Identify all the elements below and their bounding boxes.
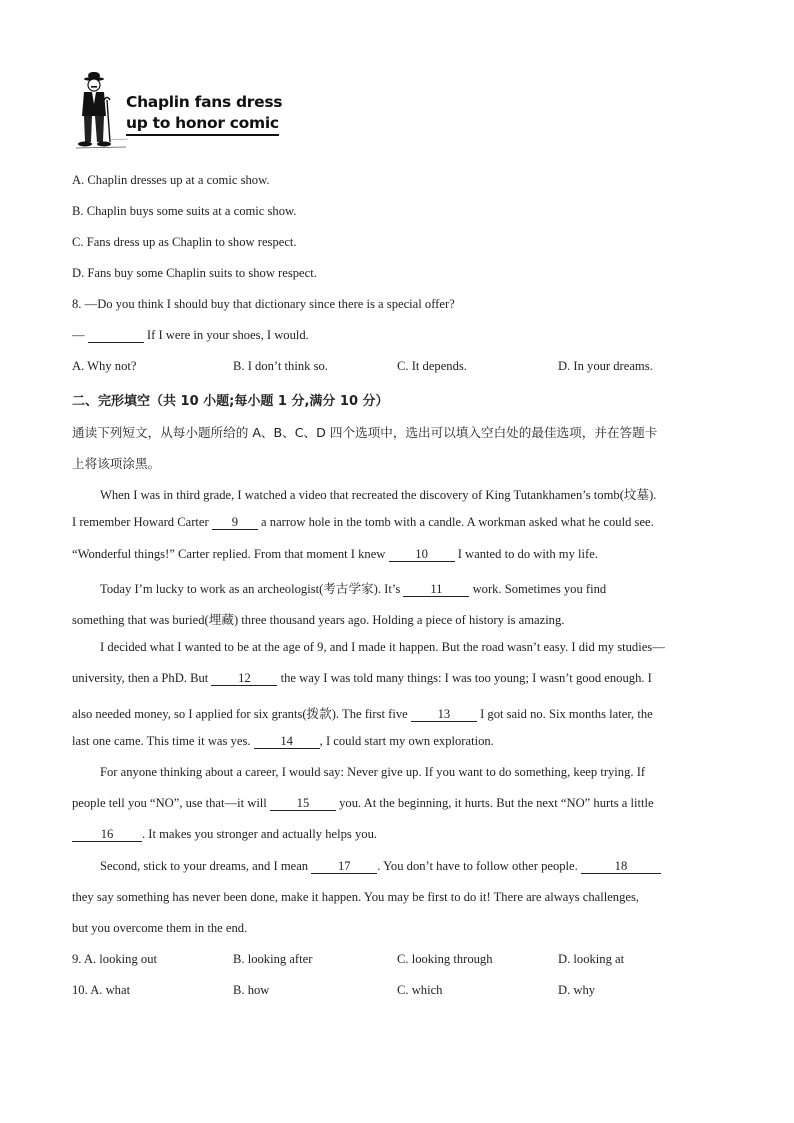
headline-text [126,92,282,136]
passage-line: they say something has never been done, make it happen. You may be first to do it! There are always challenges, [72,890,640,904]
passage-line: people tell you “NO”, use that—it will 15 you. At the beginning, it hurts. But the next “NO” hurts a little [72,796,654,810]
chaplin-headline-picture [74,70,314,156]
q10-option-b: B. how [233,983,270,997]
headline-line-2: up to honor comic [126,113,279,136]
blank-13[interactable]: 13 [411,708,477,722]
blank-14[interactable]: 14 [254,735,320,749]
passage-line: Today I’m lucky to work as an archeologist(考古学家). It’s 11 work. Sometimes you find [100,582,607,596]
blank-10[interactable]: 10 [389,548,455,562]
blank-17[interactable]: 17 [311,860,377,874]
q8-question: 8. —Do you think I should buy that dictionary since there is a special offer? [72,297,455,311]
headline-line-1: Chaplin fans dress [126,93,283,111]
q8-reply-text: If I were in your shoes, I would. [146,328,309,342]
q7-option-d: D. Fans buy some Chaplin suits to show respect. [72,266,317,280]
passage-line: but you overcome them in the end. [72,921,248,935]
q8-option-a: A. Why not? [72,359,137,373]
passage-line: university, then a PhD. But 12 the way I was told many things: I was too young; I wasn’t good enough. I [72,671,652,685]
passage-line: something that was buried(埋藏) three thousand years ago. Holding a piece of history is amazing. [72,613,565,627]
passage-line: For anyone thinking about a career, I would say: Never give up. If you want to do something, keep trying. If [100,765,646,779]
chaplin-figure-icon [74,70,128,154]
q9-option-c: C. looking through [397,952,493,966]
passage-line: I decided what I wanted to be at the age of 9, and I made it happen. But the road wasn’t easy. I did my studies— [100,640,665,654]
blank-15[interactable]: 15 [270,797,336,811]
q8-answer-blank[interactable] [88,329,144,343]
q8-reply-dash: — [72,328,85,342]
passage-line: “Wonderful things!” Carter replied. From that moment I knew 10 I wanted to do with my life. [72,547,598,561]
blank-9[interactable]: 9 [212,516,258,530]
passage-line: 16 . It makes you stronger and actually helps you. [72,827,722,842]
section-instruction-line-1: 通读下列短文，从每小题所给的 A、B、C、D 四个选项中，选出可以填入空白处的最佳选项，并在答题卡 [72,425,658,440]
q9-option-a: 9. A. looking out [72,952,158,966]
blank-12[interactable]: 12 [211,672,277,686]
passage-line: When I was in third grade, I watched a video that recreated the discovery of King Tutankhamen’s tomb(坟墓). [100,488,657,502]
q9-option-b: B. looking after [233,952,313,966]
section-title: 二、完形填空（共 10 小题;每小题 1 分,满分 10 分） [72,394,389,409]
q7-option-b: B. Chaplin buys some suits at a comic show. [72,204,297,218]
q8-option-b: B. I don’t think so. [233,359,328,373]
q9-option-d: D. looking at [558,952,625,966]
passage-line: I remember Howard Carter 9 a narrow hole in the tomb with a candle. A workman asked what he could see. [72,515,654,529]
q8-reply [72,328,309,343]
q10-option-c: C. which [397,983,443,997]
q7-option-c: C. Fans dress up as Chaplin to show respect. [72,235,297,249]
blank-16[interactable]: 16 [72,828,142,842]
q10-option-a: 10. A. what [72,983,131,997]
section-instruction-line-2: 上将该项涂黑。 [72,456,161,471]
blank-18[interactable]: 18 [581,860,661,874]
passage-line: also needed money, so I applied for six grants(拨款). The first five 13 I got said no. Six months later, the [72,707,653,721]
q8-option-d: D. In your dreams. [558,359,653,373]
passage-line: last one came. This time it was yes. 14 , I could start my own exploration. [72,734,494,748]
q7-option-a: A. Chaplin dresses up at a comic show. [72,173,270,187]
blank-11[interactable]: 11 [403,583,469,597]
q8-option-c: C. It depends. [397,359,467,373]
q10-option-d: D. why [558,983,596,997]
passage-line: Second, stick to your dreams, and I mean 17 . You don’t have to follow other people. 18 [72,859,750,874]
